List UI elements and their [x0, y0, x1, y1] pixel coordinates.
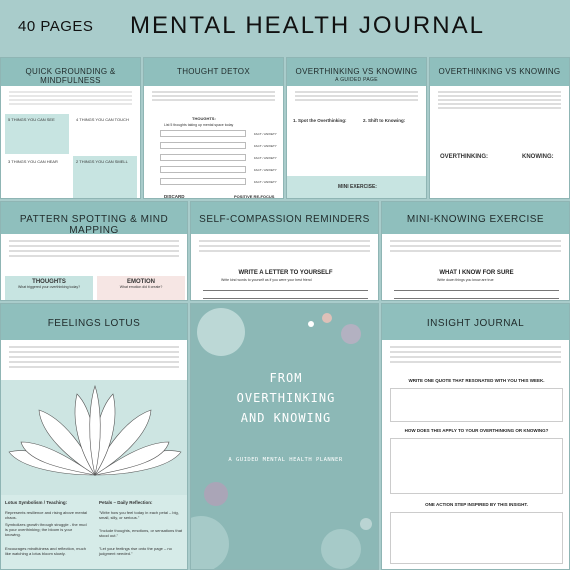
discard-label: DISCARD — [164, 194, 185, 199]
positive-label: POSITIVE RE-FOCUS — [234, 194, 275, 199]
fact-label: FACT / ANXIETY — [254, 144, 277, 148]
intro-text — [1, 340, 187, 380]
apply-answer-box[interactable] — [390, 438, 563, 494]
lotus-icon[interactable] — [1, 380, 188, 495]
fact-label: FACT / ANXIETY — [254, 132, 277, 136]
lotus-area — [1, 380, 188, 495]
step-2: 2. Shift to Knowing: — [363, 118, 406, 123]
action-prompt: ONE ACTION STEP INSPIRED BY THIS INSIGHT. — [425, 502, 528, 507]
box-smell — [73, 156, 137, 198]
symbolism-2: Symbolizes growth through struggle - the mud is your overthinking; the bloom is your knowing. — [5, 522, 87, 537]
card-feelings-lotus — [0, 303, 188, 570]
card-title: QUICK GROUNDING & MINDFULNESS — [1, 58, 140, 86]
card-title: INSIGHT JOURNAL — [382, 304, 569, 340]
intro-text — [287, 86, 426, 108]
writing-line[interactable] — [394, 290, 559, 291]
intro-text — [430, 86, 569, 126]
box-title: EMOTION — [127, 279, 155, 285]
cover-subtitle: A GUIDED MENTAL HEALTH PLANNER — [228, 457, 343, 463]
card-title: FEELINGS LOTUS — [1, 304, 187, 340]
box-sub: What triggered your overthinking today? — [17, 285, 81, 289]
write-letter-heading: WRITE A LETTER TO YOURSELF — [238, 270, 333, 276]
card-grounding — [0, 57, 141, 199]
knowing-label: KNOWING: — [522, 154, 554, 160]
card-mini-knowing — [381, 201, 570, 301]
intro-text — [144, 86, 283, 106]
overthinking-label: OVERTHINKING: — [440, 154, 488, 160]
box-label: 5 THINGS YOU CAN SEE — [8, 117, 55, 122]
card-overthinking-knowing — [429, 57, 570, 199]
apply-prompt: HOW DOES THIS APPLY TO YOUR OVERTHINKING OR KNOWING? — [404, 428, 549, 433]
card-title: THOUGHT DETOX — [144, 58, 283, 86]
mini-exercise — [287, 176, 427, 199]
thought-row[interactable] — [160, 154, 246, 161]
action-answer-box[interactable] — [390, 512, 563, 564]
box-label: 2 THINGS YOU CAN SMELL — [76, 159, 128, 164]
page-title: MENTAL HEALTH JOURNAL — [130, 12, 485, 39]
box-label: 4 THINGS YOU CAN TOUCH — [76, 117, 129, 122]
cover-page — [190, 303, 379, 570]
thought-row[interactable] — [160, 166, 246, 173]
card-title: OVERTHINKING VS KNOWING — [430, 58, 569, 86]
thoughts-label: THOUGHTS: — [192, 116, 216, 121]
intro-text — [382, 234, 569, 264]
box-title: THOUGHTS — [32, 279, 66, 285]
thoughts-box — [5, 276, 93, 301]
card-self-compassion — [190, 201, 379, 301]
card-title — [287, 58, 426, 86]
card-title: SELF-COMPASSION REMINDERS — [191, 202, 378, 234]
petals-title: Petals – Daily Reflection: — [99, 500, 153, 505]
box-see — [5, 114, 69, 154]
cover-title: FROM OVERTHINKING AND KNOWING — [236, 371, 336, 425]
intro-text — [1, 234, 187, 270]
card-title: PATTERN SPOTTING & MIND MAPPING — [1, 202, 187, 234]
petals-1: "Write how you feel today in each petal – big, small, silly, or serious." — [99, 510, 179, 520]
symbolism-1: Represents resilience and rising above mental chaos. — [5, 510, 88, 520]
quote-prompt: WRITE ONE QUOTE THAT RESONATED WITH YOU THIS WEEK. — [408, 378, 545, 383]
fact-label: FACT / ANXIETY — [254, 156, 277, 160]
card-thought-detox — [143, 57, 284, 199]
petals-2: "Include thoughts, emotions, or sensations that stood out." — [99, 528, 183, 538]
header — [0, 0, 570, 54]
card-subtitle: A GUIDED PAGE — [335, 77, 378, 83]
box-touch — [73, 114, 137, 154]
write-letter-sub: Write kind words to yourself as if you were your best friend — [221, 278, 312, 282]
decorative-shapes — [191, 304, 379, 570]
intro-text — [1, 86, 140, 112]
writing-line[interactable] — [203, 298, 368, 299]
box-hear — [5, 156, 69, 198]
intro-text — [382, 340, 569, 374]
box-label: 3 THINGS YOU CAN HEAR — [8, 159, 58, 164]
symbolism-title: Lotus Symbolism / Teaching: — [5, 500, 68, 505]
box-sub: What emotion did it create? — [119, 285, 163, 289]
fact-label: FACT / ANXIETY — [254, 180, 277, 184]
step-1: 1. Spot the Overthinking: — [293, 118, 347, 123]
intro-text — [191, 234, 378, 264]
thought-row[interactable] — [160, 130, 246, 137]
card-pattern-spotting — [0, 201, 188, 301]
petals-3: "Let your feelings rise onto the page – no judgment needed." — [99, 546, 172, 556]
card-title: MINI-KNOWING EXERCISE — [382, 202, 569, 234]
writing-line[interactable] — [203, 290, 368, 291]
title-text: OVERTHINKING VS KNOWING — [295, 67, 418, 76]
card-overthinking-guided — [286, 57, 427, 199]
mini-label: MINI EXERCISE: — [338, 184, 377, 190]
thought-row[interactable] — [160, 142, 246, 149]
page-count: 40 PAGES — [18, 18, 94, 35]
thoughts-sub: List 5 thoughts taking up mental space today — [164, 123, 234, 127]
writing-line[interactable] — [394, 298, 559, 299]
quote-answer-box[interactable] — [390, 388, 563, 422]
thought-row[interactable] — [160, 178, 246, 185]
symbolism-3: Encourages mindfulness and reflection, much like watching a lotus bloom slowly. — [5, 546, 86, 556]
card-insight-journal — [381, 303, 570, 570]
fact-label: FACT / ANXIETY — [254, 168, 277, 172]
what-i-know-sub: Write down things you know are true — [437, 278, 494, 282]
emotion-box — [97, 276, 185, 301]
what-i-know-heading: WHAT I KNOW FOR SURE — [439, 270, 514, 276]
